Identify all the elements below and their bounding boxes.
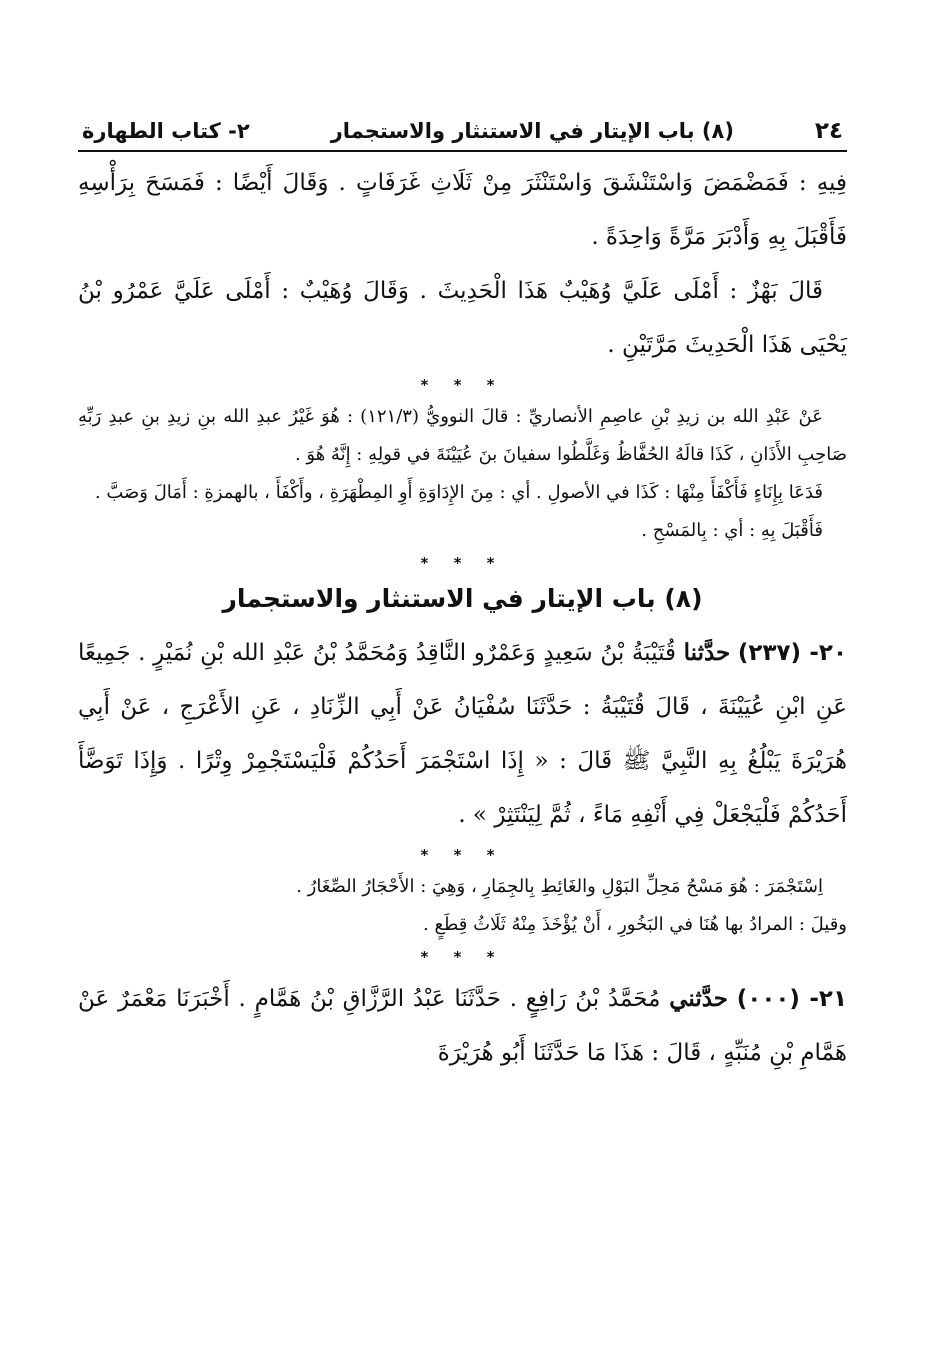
matn-paragraph: فِيهِ : فَمَضْمَضَ وَاسْتَنْشَقَ وَاسْتَنْثَرَ مِنْ ثَلَاثِ غَرَفَاتٍ . وَقَالَ أَيْضًا : فَمَسَحَ بِرَأْسِهِ فَأَقْبَلَ بِهِ وَأَدْبَرَ مَرَّةً وَاحِدَةً . (78, 170, 847, 250)
matn-paragraph: قَالَ بَهْزٌ : أَمْلَى عَلَيَّ وُهَيْبٌ هَذَا الْحَدِيثَ . وَقَالَ وُهَيْبٌ : أَمْلَى عَلَيَّ عَمْرُو بْنُ يَحْيَى هَذَا الْحَدِيثَ مَرَّتَيْنِ . (78, 278, 847, 358)
commentary-notes (78, 868, 847, 944)
hadith-text: مُحَمَّدُ بْنُ رَافِعٍ . حَدَّثَنَا عَبْدُ الرَّزَّاقِ بْنُ هَمَّامٍ . أَخْبَرَنَا مَعْمَرٌ عَنْ هَمَّامِ بْنِ مُنَبِّهٍ ، قَالَ : هَذَا مَا حَدَّثَنَا أَبُو هُرَيْرَةَ (78, 986, 847, 1066)
running-header (78, 118, 847, 152)
hadith-opening: حدَّثني (669, 985, 729, 1012)
hadith-opening: حدَّثنا (683, 639, 731, 666)
separator: * * * (420, 948, 505, 966)
note-paragraph: وقيلَ : المرادُ بها هُنَا في البَخُورِ ، أَنْ يُؤْخَذَ مِنْهُ ثَلَاثُ قِطَعٍ . (423, 914, 847, 935)
commentary-notes (78, 398, 847, 550)
note-paragraph: عَنْ عَبْدِ الله بن زيدِ بْنِ عاصِمِ الأنصاريِّ : قالَ النوويُّ (١٢١/٣) : هُوَ غَيْرُ عبدِ الله بنِ زيدِ بنِ عبدِ رَبِّهِ صَاحِبِ الأَذَانِ ، كَذَا قالَهُ الحُفَّاظُ وَغَلَّطُوا سفيانَ بنَ عُيَيْنَةَ في قولِهِ : إِنَّهُ هُوَ . (78, 406, 847, 465)
chapter-heading: (٨) باب الإيتار في الاستنثار والاستجمار (222, 584, 703, 613)
running-book-title: ٢- كتاب الطهارة (82, 119, 250, 143)
running-chapter-title: (٨) باب الإيتار في الاستنثار والاستجمار (330, 119, 734, 143)
note-paragraph: اِسْتَجْمَرَ : هُوَ مَسْحُ مَحِلِّ البَوْلِ والغَائِطِ بِالجِمَارِ ، وَهِيَ : الأَحْجَارُ الصِّغَارُ . (296, 876, 823, 897)
separator: * * * (420, 376, 505, 394)
note-paragraph: فَأَقْبَلَ بِهِ : أي : بِالمَسْحِ . (641, 520, 823, 541)
hadith-number: ٢١- (٠٠٠) (736, 986, 847, 1012)
hadith-20 (78, 626, 847, 842)
hadith-number: ٢٠- (٢٣٧) (737, 640, 847, 666)
note-paragraph: فَدَعَا بِإِنَاءٍ فَأَكْفَأَ مِنْهَا : كَذَا في الأصولِ . أي : مِنَ الإِدَاوَةِ أَوِ المِطْهَرَةِ ، وأَكْفَأَ ، بالهمزةِ : أَمَالَ وَصَبَّ . (94, 482, 823, 503)
separator: * * * (420, 846, 505, 864)
top-matn (78, 156, 847, 372)
hadith-21 (78, 972, 847, 1080)
page-number: ٢٤ (814, 118, 843, 144)
hadith-text: قُتَيْبَةُ بْنُ سَعِيدٍ وَعَمْرٌو النَّاقِدُ وَمُحَمَّدُ بْنُ عَبْدِ الله بْنِ نُمَيْرٍ . جَمِيعًا عَنِ ابْنِ عُيَيْنَةَ ، قَالَ قُتَيْبَةُ : حَدَّثَنَا سُفْيَانُ عَنْ أَبِي الزِّنَادِ ، عَنِ الأَعْرَجِ ، عَنْ أَبِي هُرَيْرَةَ يَبْلُغُ بِهِ النَّبِيَّ ﷺ قَالَ : « إِذَا اسْتَجْمَرَ أَحَدُكُمْ فَلْيَسْتَجْمِرْ وِتْرًا . وَإِذَا تَوَضَّأَ أَحَدُكُمْ فَلْيَجْعَلْ فِي أَنْفِهِ مَاءً ، ثُمَّ لِيَنْتَثِرْ » . (78, 640, 847, 828)
separator: * * * (420, 554, 505, 572)
